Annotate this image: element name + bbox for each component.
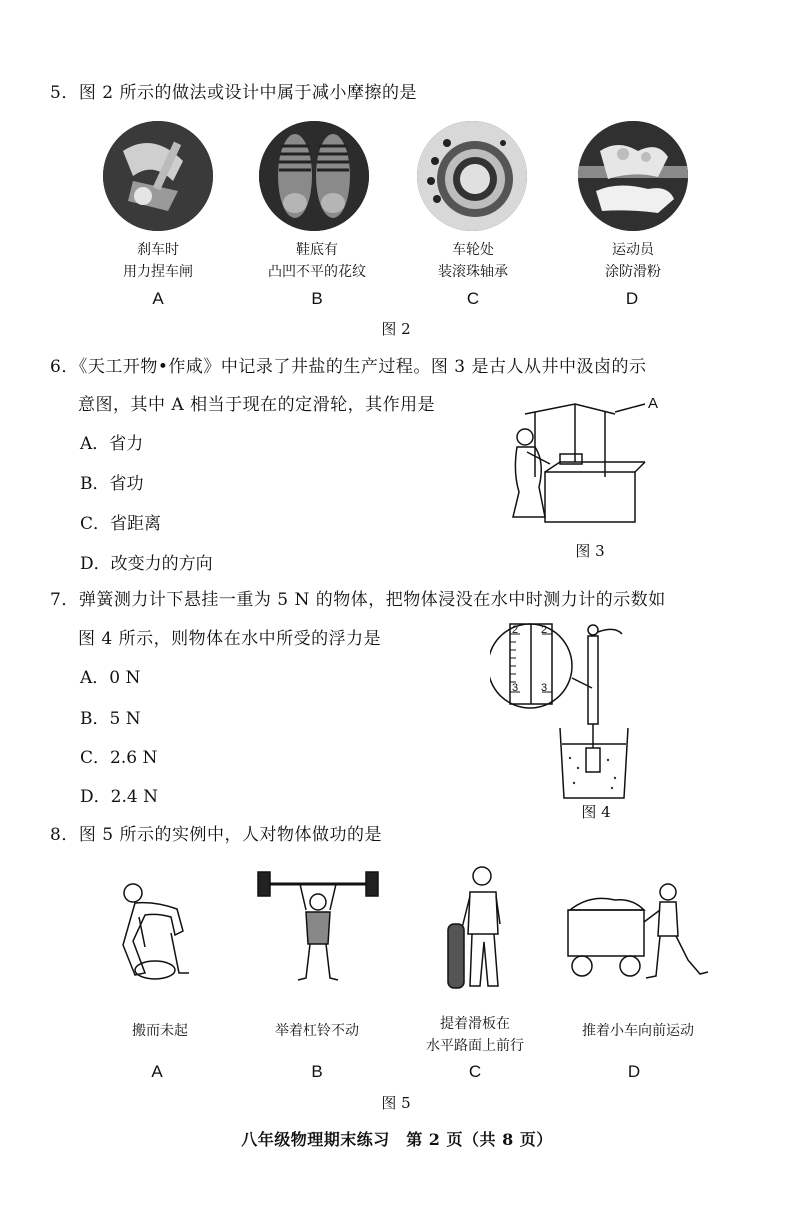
q8-caption-c <box>405 1013 545 1057</box>
q8-caption-b <box>252 1020 382 1042</box>
spring-scale-beaker-illustration-icon <box>490 618 640 804</box>
q6-option-c[interactable]: C．省距离 <box>80 514 162 534</box>
q8-stem: 8．图 5 所示的实例中，人对物体做功的是 <box>50 825 382 845</box>
lifting-stone-figure-icon <box>105 875 210 985</box>
q8-caption-b-line1: 举着杠铃不动 <box>275 1023 359 1039</box>
q7-option-d[interactable]: D．2.4 N <box>80 787 158 807</box>
q5-caption-b <box>252 239 382 283</box>
q8-letter-d: D <box>627 1062 641 1081</box>
q5-stem: 5．图 2 所示的做法或设计中属于减小摩擦的是 <box>50 83 417 103</box>
q5-caption-a <box>98 239 218 283</box>
q7-scale-label-left-bottom: 3 <box>512 682 519 694</box>
skateboard-carrier-figure-icon <box>440 862 520 1002</box>
q7-stem-line1: 7．弹簧测力计下悬挂一重为 5 N 的物体，把物体浸没在水中时测力计的示数如 <box>50 590 666 610</box>
q5-caption-c-line1: 车轮处 <box>452 242 494 258</box>
shoe-sole-photo-icon <box>259 121 369 231</box>
q5-caption-d-line2: 涂防滑粉 <box>605 264 661 280</box>
q5-caption-d-line1: 运动员 <box>612 242 654 258</box>
q8-caption-a-line1: 搬而未起 <box>132 1023 188 1039</box>
q7-scale-label-right-bottom: 3 <box>541 682 548 694</box>
cart-pusher-figure-icon <box>560 880 720 985</box>
q5-caption-d <box>573 239 693 283</box>
q8-caption-a <box>110 1020 210 1042</box>
q7-scale-label-right-top: 2 <box>541 624 548 636</box>
q7-option-b[interactable]: B．5 N <box>80 709 141 729</box>
bicycle-brake-photo-icon <box>103 121 213 231</box>
q8-caption-d-line1: 推着小车向前运动 <box>582 1023 694 1039</box>
q5-caption-c <box>413 239 533 283</box>
q6-option-b[interactable]: B．省功 <box>80 474 144 494</box>
q6-option-a[interactable]: A．省力 <box>80 434 144 454</box>
q5-caption-b-line1: 鞋底有 <box>296 242 338 258</box>
q7-stem-line2: 图 4 所示，则物体在水中所受的浮力是 <box>78 629 382 649</box>
weightlifter-figure-icon <box>248 866 388 986</box>
athlete-powder-photo-icon <box>578 121 688 231</box>
q5-letter-b: B <box>311 289 323 308</box>
q7-scale-label-left-top: 2 <box>512 624 519 636</box>
q5-letter-c: C <box>466 289 480 308</box>
page-footer: 八年级物理期末练习 第 2 页（共 8 页） <box>241 1130 553 1149</box>
q8-figure-label: 图 5 <box>381 1094 411 1112</box>
q7-option-c[interactable]: C．2.6 N <box>80 748 158 768</box>
q5-figure-label: 图 2 <box>381 320 411 338</box>
q8-letter-a: A <box>151 1062 163 1081</box>
q6-stem-line1: 6．《天工开物•作咸》中记录了井盐的生产过程。图 3 是古人从井中汲卤的示 <box>50 357 647 377</box>
q8-caption-c-line1: 提着滑板在 <box>440 1016 510 1032</box>
q8-letter-b: B <box>311 1062 323 1081</box>
q6-figure-label: 图 3 <box>575 542 605 560</box>
q5-caption-a-line1: 刹车时 <box>137 242 179 258</box>
q6-stem-line2: 意图，其中 A 相当于现在的定滑轮，其作用是 <box>78 395 436 415</box>
q5-letter-a: A <box>152 289 164 308</box>
well-pulley-illustration-icon <box>505 392 655 532</box>
ball-bearing-photo-icon <box>417 121 527 231</box>
q8-caption-c-line2: 水平路面上前行 <box>426 1038 524 1054</box>
q5-caption-c-line2: 装滚珠轴承 <box>438 264 508 280</box>
q7-figure-label: 图 4 <box>581 803 611 821</box>
q7-option-a[interactable]: A．0 N <box>80 668 141 688</box>
q5-caption-a-line2: 用力捏车闸 <box>123 264 193 280</box>
q8-caption-d <box>563 1020 713 1042</box>
q8-letter-c: C <box>468 1062 482 1081</box>
q5-caption-b-line2: 凸凹不平的花纹 <box>268 264 366 280</box>
q5-letter-d: D <box>625 289 639 308</box>
q6-option-d[interactable]: D．改变力的方向 <box>80 554 213 574</box>
q6-pointer-label: A <box>647 395 658 412</box>
